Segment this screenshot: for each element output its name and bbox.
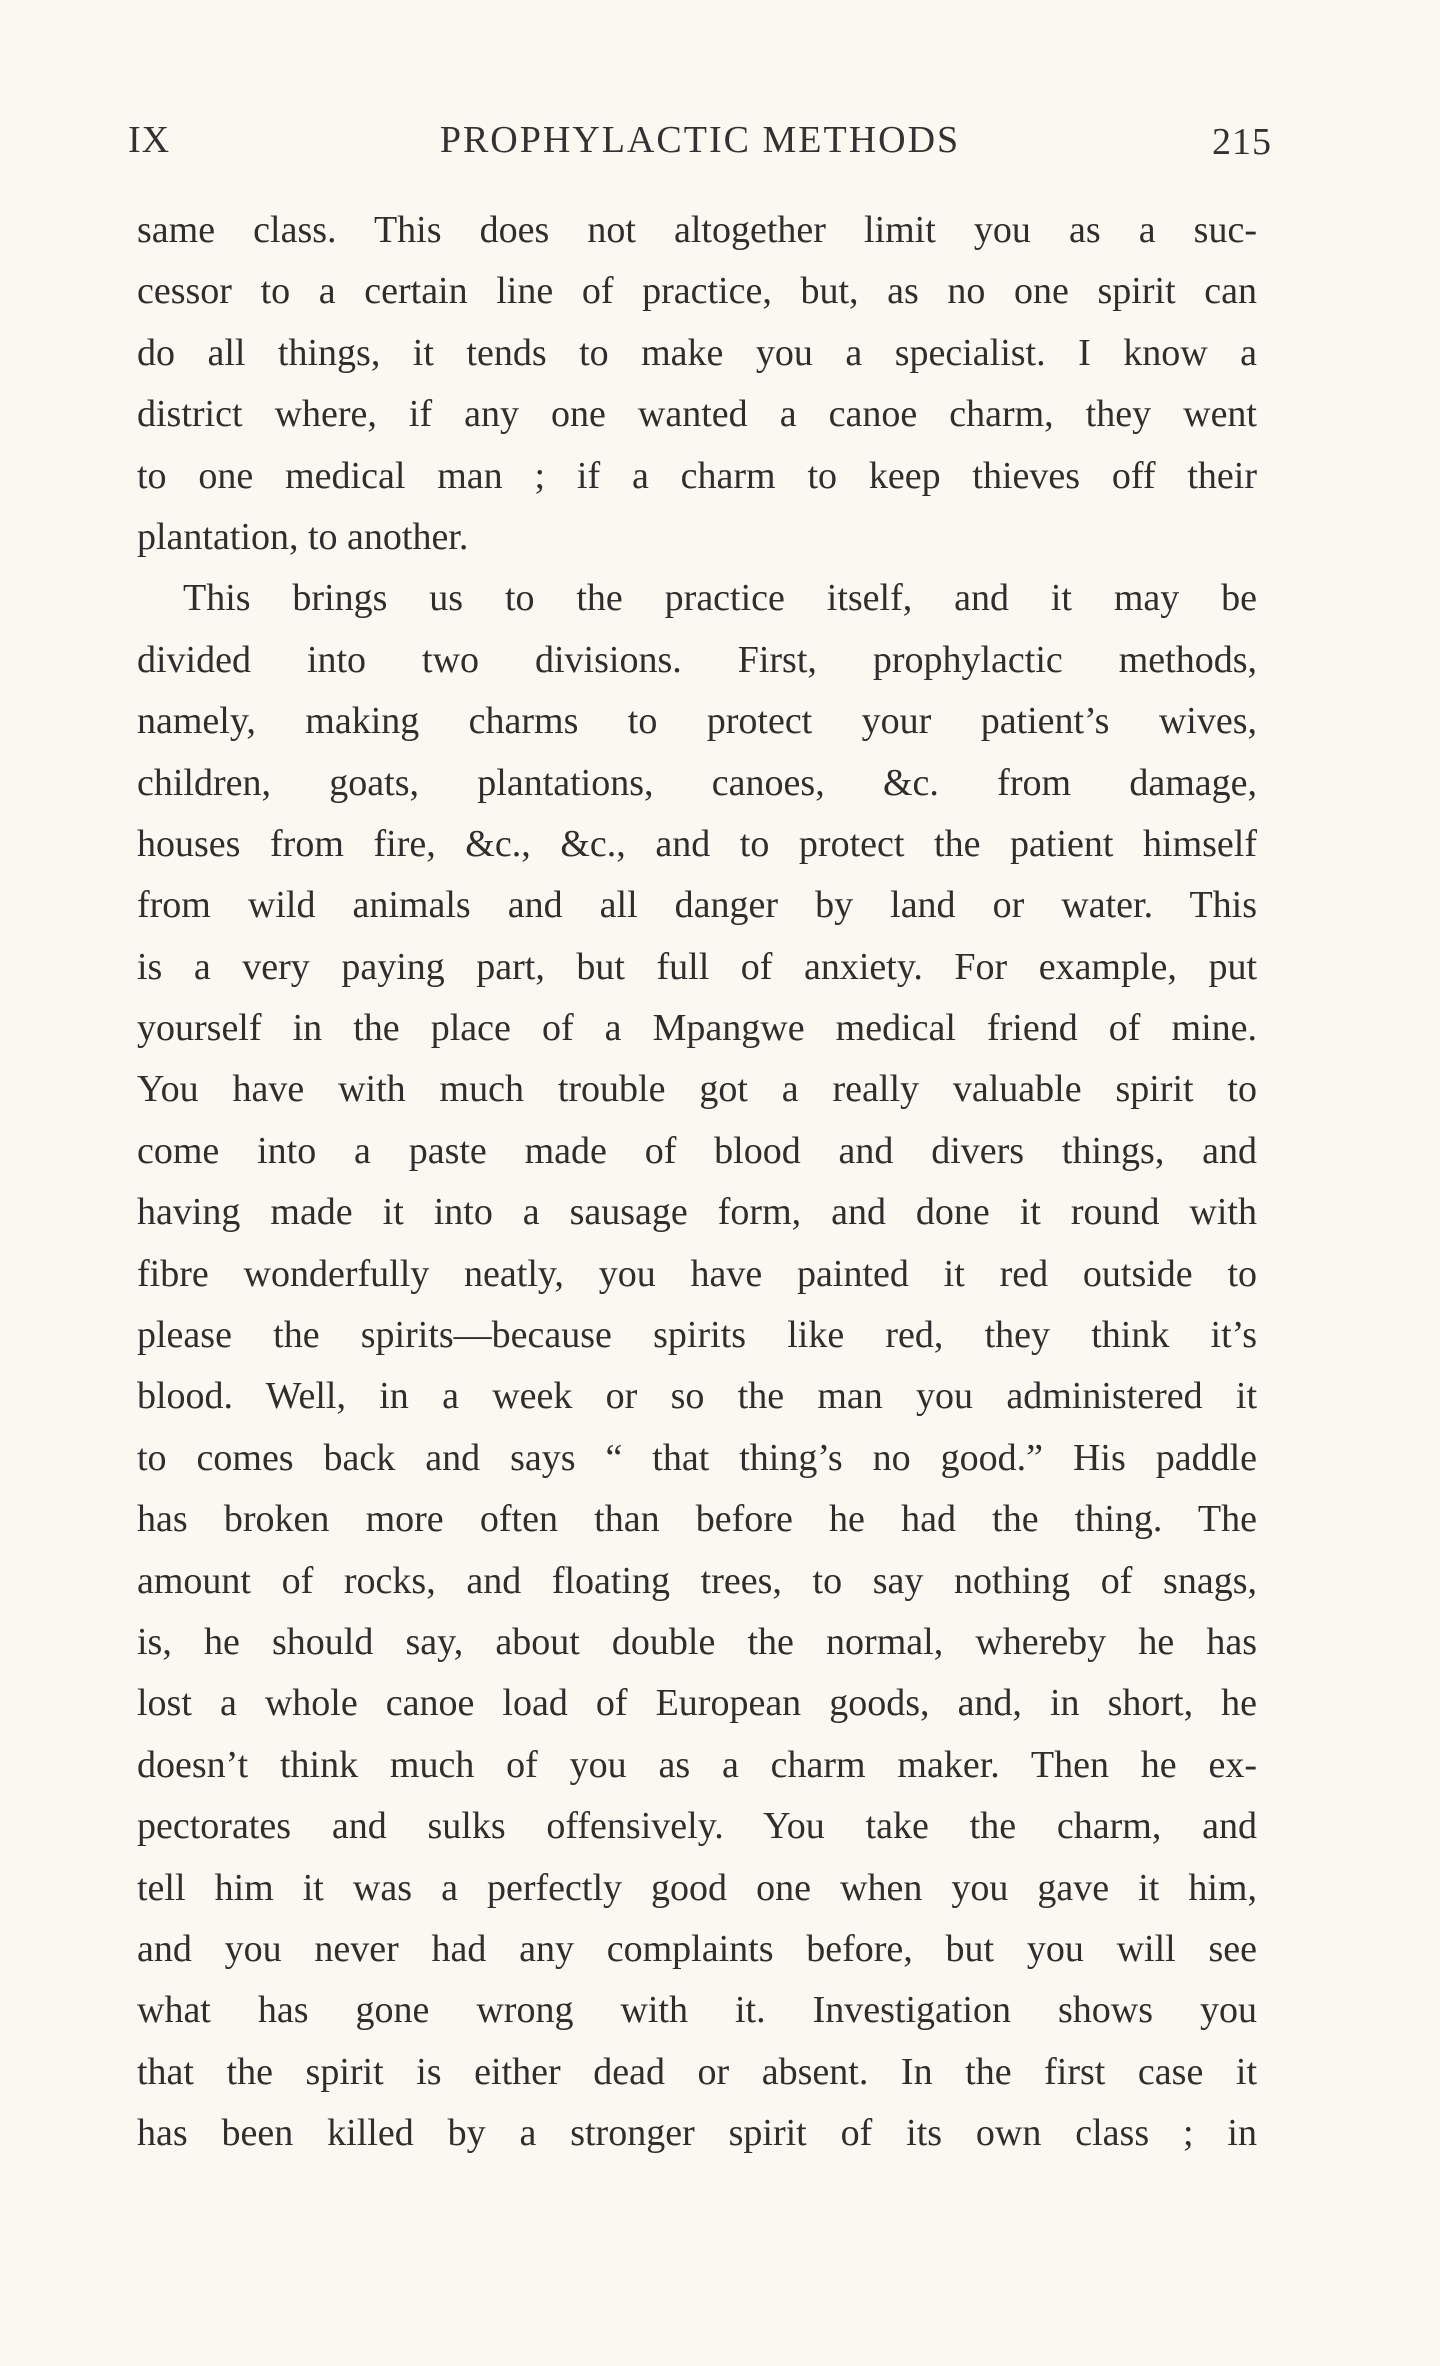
body-text xyxy=(137,200,1257,2165)
text-line: from wild animals and all danger by land or water. This xyxy=(137,884,1257,927)
text-line: same class. This does not altogether limit you as a suc- xyxy=(137,209,1257,251)
text-line: children, goats, plantations, canoes, &c. from damage, xyxy=(137,761,1257,804)
text-line: to comes back and says “ that thing’s no good.” His paddle xyxy=(137,1436,1257,1479)
text-line: has broken more often than before he had the thing. The xyxy=(137,1498,1257,1541)
text-line: You have with much trouble got a really valuable spirit to xyxy=(137,1068,1257,1111)
text-line: is a very paying part, but full of anxiety. For example, put xyxy=(137,945,1257,988)
text-line: tell him it was a perfectly good one when you gave it him, xyxy=(137,1866,1257,1909)
chapter-number: IX xyxy=(128,119,171,161)
text-line: having made it into a sausage form, and done it round with xyxy=(137,1191,1257,1234)
text-line: namely, making charms to protect your patient’s wives, xyxy=(137,700,1257,743)
text-line: please the spirits—because spirits like red, they think it’s xyxy=(137,1314,1257,1357)
text-line: doesn’t think much of you as a charm maker. Then he ex- xyxy=(137,1743,1257,1786)
text-line: what has gone wrong with it. Investigation shows you xyxy=(137,1989,1257,2032)
text-line: yourself in the place of a Mpangwe medical friend of mine. xyxy=(137,1007,1257,1050)
text-line: blood. Well, in a week or so the man you administered it xyxy=(137,1375,1257,1418)
text-line: and you never had any complaints before, but you will see xyxy=(137,1927,1257,1970)
running-title: PROPHYLACTIC METHODS xyxy=(439,119,961,161)
page-number: 215 xyxy=(1212,121,1272,163)
text-line: This brings us to the practice itself, and it may be xyxy=(183,577,1257,620)
text-line: plantation, to another. xyxy=(137,515,469,558)
text-line: cessor to a certain line of practice, but, as no one spirit can xyxy=(137,270,1257,313)
text-line: that the spirit is either dead or absent. In the first case it xyxy=(137,2050,1257,2093)
text-line: amount of rocks, and floating trees, to say nothing of snags, xyxy=(137,1559,1257,1602)
text-line: district where, if any one wanted a canoe charm, they went xyxy=(137,393,1257,436)
text-line: fibre wonderfully neatly, you have painted it red outside to xyxy=(137,1252,1257,1295)
text-line: is, he should say, about double the normal, whereby he has xyxy=(137,1620,1257,1663)
text-line: has been killed by a stronger spirit of its own class ; in xyxy=(137,2112,1257,2155)
text-line: come into a paste made of blood and divers things, and xyxy=(137,1129,1257,1172)
text-line: pectorates and sulks offensively. You take the charm, and xyxy=(137,1805,1257,1848)
text-line: do all things, it tends to make you a specialist. I know a xyxy=(137,331,1257,374)
running-head xyxy=(128,118,1272,162)
text-line: to one medical man ; if a charm to keep thieves off their xyxy=(137,454,1257,497)
text-line: houses from fire, &c., &c., and to protect the patient himself xyxy=(137,822,1257,865)
text-line: divided into two divisions. First, prophylactic methods, xyxy=(137,638,1257,681)
text-line: lost a whole canoe load of European goods, and, in short, he xyxy=(137,1682,1257,1725)
